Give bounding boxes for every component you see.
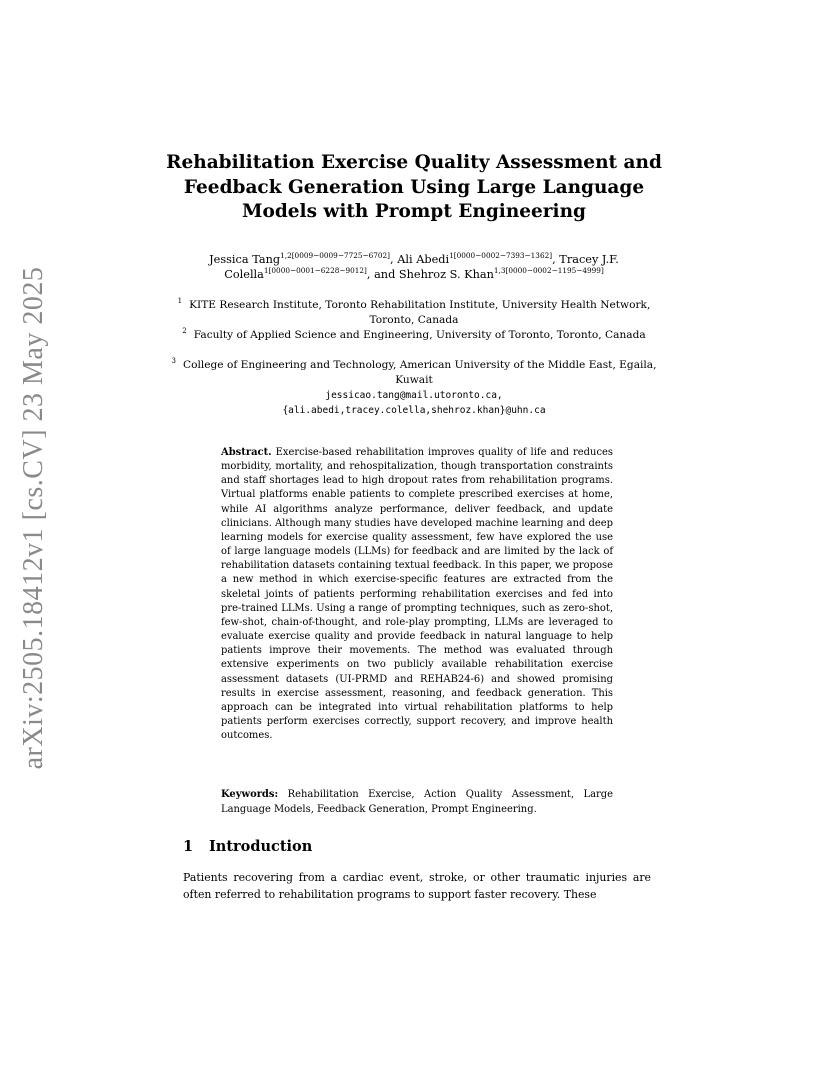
affiliation xyxy=(170,298,658,328)
author-affil-orcid: 1,2[0009−0009−7725−6702] xyxy=(280,251,391,260)
author-list xyxy=(166,252,662,282)
author-name: Jessica Tang xyxy=(209,253,281,266)
affiliation-text: College of Engineering and Technology, American University of the Middle East, Egaila, Kuwait xyxy=(183,359,657,386)
keywords-text: Rehabilitation Exercise, Action Quality Assessment, Large Language Models, Feedback Generation, Prompt Engineering. xyxy=(221,789,613,815)
abstract-label: Abstract. xyxy=(221,447,272,458)
keywords xyxy=(221,787,613,817)
intro-paragraph: Patients recovering from a cardiac event, stroke, or other traumatic injuries are often referred to rehabilitation programs to support faster recovery. These xyxy=(183,871,651,901)
affiliation-number: 2 xyxy=(182,327,187,335)
author-separator: , and xyxy=(366,268,399,281)
affiliation xyxy=(170,358,658,388)
paper-title: Rehabilitation Exercise Quality Assessment and Feedback Generation Using Large Language Models with Prompt Engineering xyxy=(166,152,662,222)
author-name: Ali Abedi xyxy=(397,253,450,266)
arxiv-identifier: arXiv:2505.18412v1 [cs.CV] 23 May 2025 xyxy=(18,266,49,770)
arxiv-stamp xyxy=(6,0,62,1072)
author-name: Tracey J.F. Colella xyxy=(224,253,619,281)
affiliation-number: 1 xyxy=(177,297,183,305)
section-number: 1 xyxy=(183,838,194,855)
keywords-label: Keywords: xyxy=(221,789,279,800)
abstract xyxy=(221,446,613,743)
affiliation-number: 3 xyxy=(171,357,176,365)
section-title: Introduction xyxy=(209,838,313,855)
author-affil-orcid: 1[0000−0001−6228−9012] xyxy=(263,266,367,275)
affiliation-text: KITE Research Institute, Toronto Rehabilitation Institute, University Health Network, Toronto, Canada xyxy=(189,299,651,326)
author-affil-orcid: 1[0000−0002−7393−1362] xyxy=(449,251,553,260)
affiliation-text: Faculty of Applied Science and Engineering, University of Toronto, Toronto, Canada xyxy=(193,329,646,341)
author-separator: , xyxy=(390,253,398,266)
author-separator: , xyxy=(552,253,560,266)
abstract-text: Exercise-based rehabilitation improves quality of life and reduces morbidity, mortality, and rehospitalization, though transportation constraints and staff shortages lead to high dropout rates from rehabilitation programs. Virtual platforms enable patients to complete prescribed exercises at home, while AI algorithms analyze performance, deliver feedback, and update clinicians. Although many studies have developed machine learning and deep learning models for exercise quality assessment, few have explored the use of large language models (LLMs) for feedback and are limited by the lack of rehabilitation datasets containing textual feedback. In this paper, we propose a new method in which exercise-specific features are extracted from the skeletal joints of patients performing rehabilitation exercises and fed into pre-trained LLMs. Using a range of prompting techniques, such as zero-shot, few-shot, chain-of-thought, and role-play prompting, LLMs are leveraged to evaluate exercise quality and provide feedback in natural language to help patients improve their movements. The method was evaluated through extensive experiments on two publicly available rehabilitation exercise assessment datasets (UI-PRMD and REHAB24-6) and showed promising results in exercise assessment, reasoning, and feedback generation. This approach can be integrated into virtual rehabilitation platforms to help patients perform exercises correctly, support recovery, and improve health outcomes. xyxy=(221,447,613,742)
author-name: Shehroz S. Khan xyxy=(398,268,494,281)
email-line: {ali.abedi,tracey.colella,shehroz.khan}@uhn.ca xyxy=(282,405,546,416)
author-affil-orcid: 1,3[0000−0002−1195−4999] xyxy=(493,266,604,275)
section-heading xyxy=(183,838,312,855)
email-line: jessicao.tang@mail.utoronto.ca, xyxy=(325,390,503,401)
email-block xyxy=(170,388,658,418)
affiliation xyxy=(170,328,658,343)
